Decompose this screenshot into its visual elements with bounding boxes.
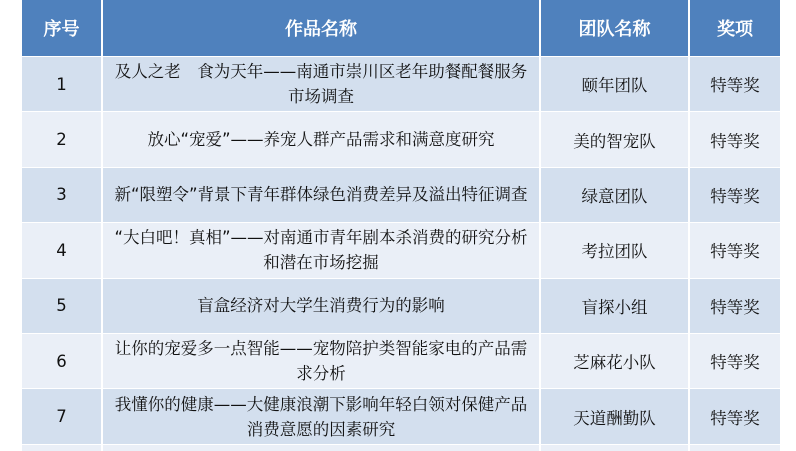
- cell-index: 6: [22, 334, 103, 389]
- table-row: [22, 223, 780, 278]
- cell-team: 考拉团队: [541, 223, 690, 278]
- cell-index: 3: [22, 168, 103, 223]
- table-row-partial: [22, 445, 780, 451]
- table-row: [22, 279, 780, 334]
- cell-title: [103, 168, 541, 223]
- cell-title-text: 我懂你的健康——大健康浪潮下影响年轻白领对保健产品消费意愿的因素研究: [114, 394, 528, 439]
- cell-award: 特等奖: [690, 168, 780, 223]
- table-row: [22, 389, 780, 444]
- table-row: [22, 57, 780, 112]
- cell-title: [103, 57, 541, 112]
- cell-award: 特等奖: [690, 279, 780, 334]
- cell-title: [103, 279, 541, 334]
- header-cell-index: 序号: [22, 0, 103, 57]
- cell-title: [103, 389, 541, 444]
- cell-title: [103, 445, 541, 451]
- table-row: [22, 334, 780, 389]
- cell-team: 绿意团队: [541, 168, 690, 223]
- cell-award: 特等奖: [690, 112, 780, 167]
- cell-award: 特等奖: [690, 223, 780, 278]
- header-cell-award: 奖项: [690, 0, 780, 57]
- cell-title-text: 让你的宠爱多一点智能——宠物陪护类智能家电的产品需求分析: [114, 339, 528, 384]
- cell-title-text: 及人之老 食为天年——南通市崇川区老年助餐配餐服务市场调查: [114, 62, 528, 107]
- cell-team: 美的智宠队: [541, 112, 690, 167]
- cell-title: [103, 223, 541, 278]
- cell-index: [22, 445, 103, 451]
- cell-title-text: 放心“宠爱”——养宠人群产品需求和满意度研究: [147, 130, 495, 150]
- cell-index: 2: [22, 112, 103, 167]
- cell-team: [541, 445, 690, 451]
- cell-title: [103, 112, 541, 167]
- cell-title-text: “大白吧！真相”——对南通市青年剧本杀消费的研究分析和潜在市场挖掘: [114, 228, 528, 273]
- cell-index: 4: [22, 223, 103, 278]
- table-row: [22, 112, 780, 167]
- cell-index: 5: [22, 279, 103, 334]
- cell-team: 芝麻花小队: [541, 334, 690, 389]
- cell-title-text: 盲盒经济对大学生消费行为的影响: [197, 296, 445, 316]
- cell-award: [690, 445, 780, 451]
- cell-award: 特等奖: [690, 389, 780, 444]
- cell-team: 颐年团队: [541, 57, 690, 112]
- cell-title-text: 新“限塑令”背景下青年群体绿色消费差异及溢出特征调查: [114, 185, 528, 205]
- results-table: [22, 0, 780, 451]
- cell-index: 1: [22, 57, 103, 112]
- table-header-row: [22, 0, 780, 57]
- cell-title: [103, 334, 541, 389]
- header-cell-title: 作品名称: [103, 0, 541, 57]
- header-cell-team: 团队名称: [541, 0, 690, 57]
- cell-index: 7: [22, 389, 103, 444]
- table-row: [22, 168, 780, 223]
- cell-team: 盲探小组: [541, 279, 690, 334]
- cell-award: 特等奖: [690, 57, 780, 112]
- cell-team: 天道酬勤队: [541, 389, 690, 444]
- cell-award: 特等奖: [690, 334, 780, 389]
